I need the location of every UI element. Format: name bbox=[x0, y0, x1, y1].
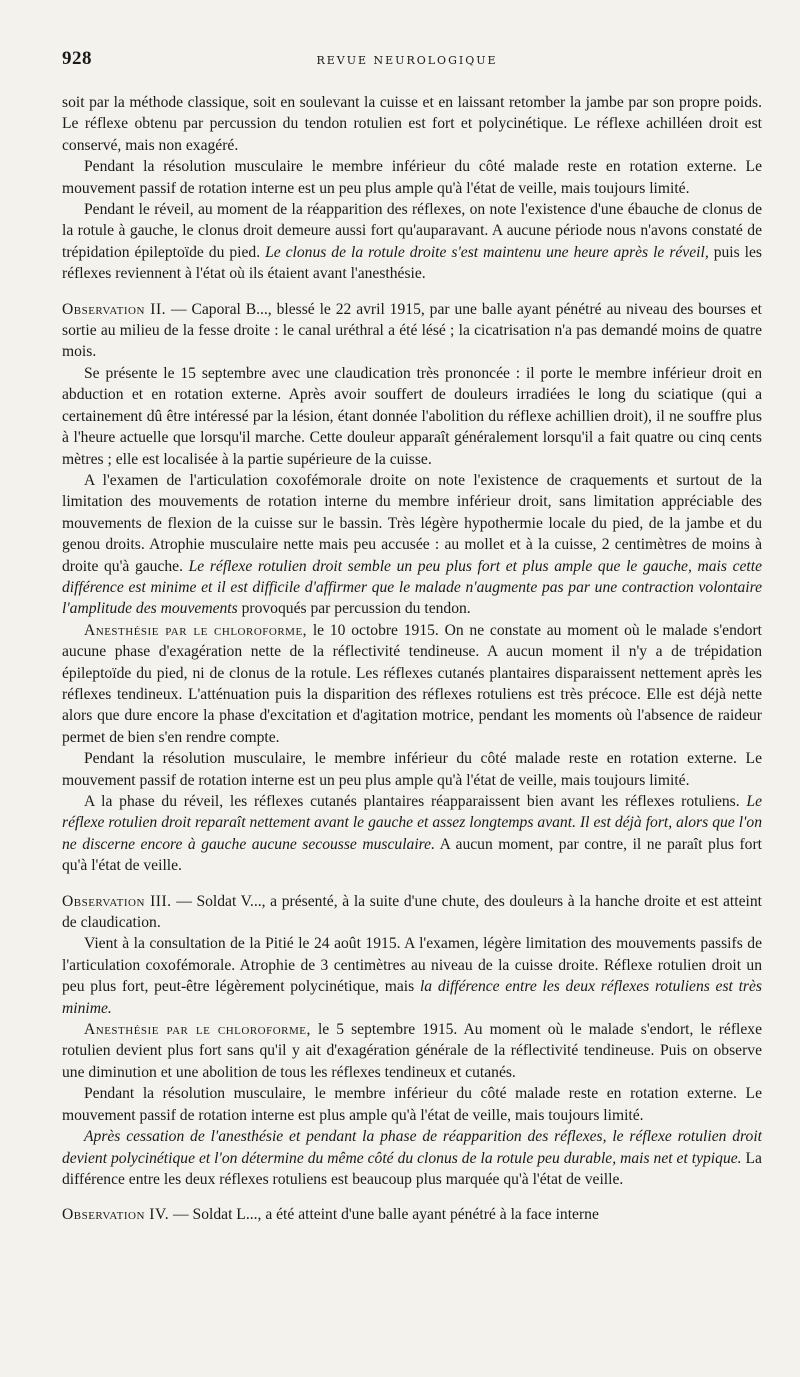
paragraph bbox=[62, 1019, 762, 1083]
text-segment: provoqués par percussion du tendon. bbox=[237, 600, 471, 618]
small-caps-text: Observation II. bbox=[62, 300, 167, 318]
paragraph bbox=[62, 470, 762, 620]
italic-text: la différence entre les deux réflexes rotuliens est très minime. bbox=[62, 978, 762, 1017]
text-segment: Pendant la résolution musculaire le membre inférieur du côté malade reste en rotation externe. Le mouvement passif de rotation interne est un peu plus ample qu'à l'état de veille, mais toujours limité. bbox=[62, 158, 762, 197]
text-segment: le 5 septembre 1915. Au moment où le malade s'endort, le réflexe rotulien devient plus fort sans qu'il y ait d'exagération générale de la réflectivité tendineuse. Puis on observe une diminution et une abolition de tous les réflexes tendineux et cutanés. bbox=[62, 1021, 763, 1081]
italic-text: Le réflexe rotulien droit reparaît nettement avant le gauche et assez longtemps avant. Il est déjà fort, alors que l'on ne discerne encore à gauche aucune secousse musculaire. bbox=[62, 793, 762, 853]
text-segment: La différence entre les deux réflexes rotuliens est beaucoup plus marquée qu'à l'état de veille. bbox=[62, 1149, 762, 1188]
small-caps-text: Observation III. bbox=[62, 892, 172, 910]
text-segment: le 10 octobre 1915. On ne constate au moment où le malade s'endort aucune phase d'exagération nette de la réflectivité tendineuse. A aucun moment il n'y a de trépidation épileptoïde du pied, ni de clonus de la rotule. Les réflexes cutanés plantaires disparaissent nettement après les réflexes tendineux. L'atténuation puis la disparition des réflexes rotuliens est très précoce. Elle est déjà nette alors que dure encore la phase d'excitation et d'agitation motrice, pendant les moments où l'absence de raideur permet de bien s'en rendre compte. bbox=[62, 621, 762, 746]
paragraph bbox=[62, 92, 762, 156]
text-segment: A la phase du réveil, les réflexes cutanés plantaires réapparaissent bien avant les réflexes rotuliens. bbox=[84, 793, 747, 810]
running-title: REVUE NEUROLOGIQUE bbox=[316, 54, 498, 67]
text-segment: puis les réflexes reviennent à l'état où ils étaient avant l'anesthésie. bbox=[62, 243, 762, 283]
paragraph bbox=[62, 748, 762, 791]
paragraph bbox=[62, 1083, 762, 1126]
italic-text: Après cessation de l'anesthésie et pendant la phase de réapparition des réflexes, le réflexe rotulien droit devient polycinétique et l'on détermine du même côté du clonus de la rotule peu durable, mais net et typique. bbox=[62, 1128, 762, 1167]
text-segment: — Caporal B..., blessé le 22 avril 1915, par une balle ayant pénétré au niveau des bourses et sortie au milieu de la fesse droite : le canal uréthral a été lésé ; la cicatrisation n'a pas demandé moins de quatre mois. bbox=[62, 300, 762, 361]
paragraph bbox=[62, 933, 762, 1019]
text-segment: Pendant le réveil, au moment de la réapparition des réflexes, on note l'existence d'une ébauche de clonus de la rotule à gauche, le clonus droit demeure aussi fort qu'auparavant. A aucune période nous n'avons constaté de trépidation épileptoïde du pied. bbox=[62, 201, 762, 261]
observation-heading-paragraph bbox=[62, 891, 762, 934]
small-caps-text: Observation IV. bbox=[62, 1206, 170, 1224]
text-segment: Pendant la résolution musculaire, le membre inférieur du côté malade reste en rotation externe. Le mouvement passif de rotation interne est un peu plus ample qu'à l'état de veille, mais toujours limité. bbox=[62, 750, 762, 789]
paragraph bbox=[62, 620, 762, 748]
text-segment: A aucun moment, par contre, il ne paraît plus fort qu'à l'état de veille. bbox=[62, 835, 762, 875]
article-body bbox=[62, 92, 762, 1226]
text-segment: — Soldat L..., a été atteint d'une balle ayant pénétré à la face interne bbox=[169, 1206, 599, 1224]
text-segment: Vient à la consultation de la Pitié le 24 août 1915. A l'examen, légère limitation des mouvements passifs de l'articulation coxofémorale. Atrophie de 3 centimètres au niveau de la cuisse droite. Réflexe rotulien droit un peu plus fort, peut-être légèrement polycinétique, mais bbox=[62, 935, 762, 996]
paragraph bbox=[62, 199, 762, 285]
text-segment: soit par la méthode classique, soit en soulevant la cuisse et en laissant retomber la jambe par son propre poids. Le réflexe obtenu par percussion du tendon rotulien est fort et polycinétique. Le réflexe achilléen droit est conservé, mais non exagéré. bbox=[62, 94, 762, 154]
paragraph bbox=[62, 791, 762, 877]
small-caps-text: Anesthésie par le chloroforme, bbox=[84, 621, 308, 639]
text-segment: — Soldat V..., a présenté, à la suite d'une chute, des douleurs à la hanche droite et est atteint de claudication. bbox=[62, 892, 762, 932]
text-segment: Pendant la résolution musculaire, le membre inférieur du côté malade reste en rotation externe. Le mouvement passif de rotation interne est plus ample qu'à l'état de veille, mais toujours limité. bbox=[62, 1085, 762, 1124]
text-segment: A l'examen de l'articulation coxofémorale droite on note l'existence de craquements et surtout de la limitation des mouvements de rotation interne du membre inférieur droit, sans limitation appréciable des mouvements de flexion de la cuisse sur le bassin. Très légère hypothermie locale du pied, de la jambe et du genou droits. Atrophie musculaire nette mais peu accusée : au mollet et à la cuisse, 2 centimètres de moins à droite qu'à gauche. bbox=[62, 471, 762, 575]
observation-heading-paragraph bbox=[62, 1204, 762, 1225]
text-segment: Se présente le 15 septembre avec une claudication très prononcée : il porte le membre inférieur droit en abduction et en rotation externe. Après avoir souffert de douleurs irradiées le long du sciatique (qui a certainement dû être intéressé par la lésion, étant donnée l'abolition du réflexe achillien droit), il ne souffre plus à l'heure actuelle que lorsqu'il marche. Cette douleur apparaît généralement lorsqu'il a fait quatre ou cinq cents mètres ; elle est localisée à la partie supérieure de la cuisse. bbox=[62, 364, 762, 468]
italic-text: Le réflexe rotulien droit semble un peu plus fort et plus ample que le gauche, mais cette différence est minime et il est difficile d'affirmer que le malade n'augmente pas par une contraction volontaire l'amplitude des mouvements bbox=[62, 557, 763, 618]
paragraph bbox=[62, 1126, 762, 1190]
observation-heading-paragraph bbox=[62, 299, 762, 363]
page-number: 928 bbox=[62, 48, 92, 69]
italic-text: Le clonus de la rotule droite s'est maintenu une heure après le réveil, bbox=[265, 243, 709, 261]
small-caps-text: Anesthésie par le chloroforme, bbox=[84, 1021, 311, 1039]
paragraph bbox=[62, 156, 762, 199]
page-header bbox=[62, 48, 762, 70]
paragraph bbox=[62, 363, 762, 470]
